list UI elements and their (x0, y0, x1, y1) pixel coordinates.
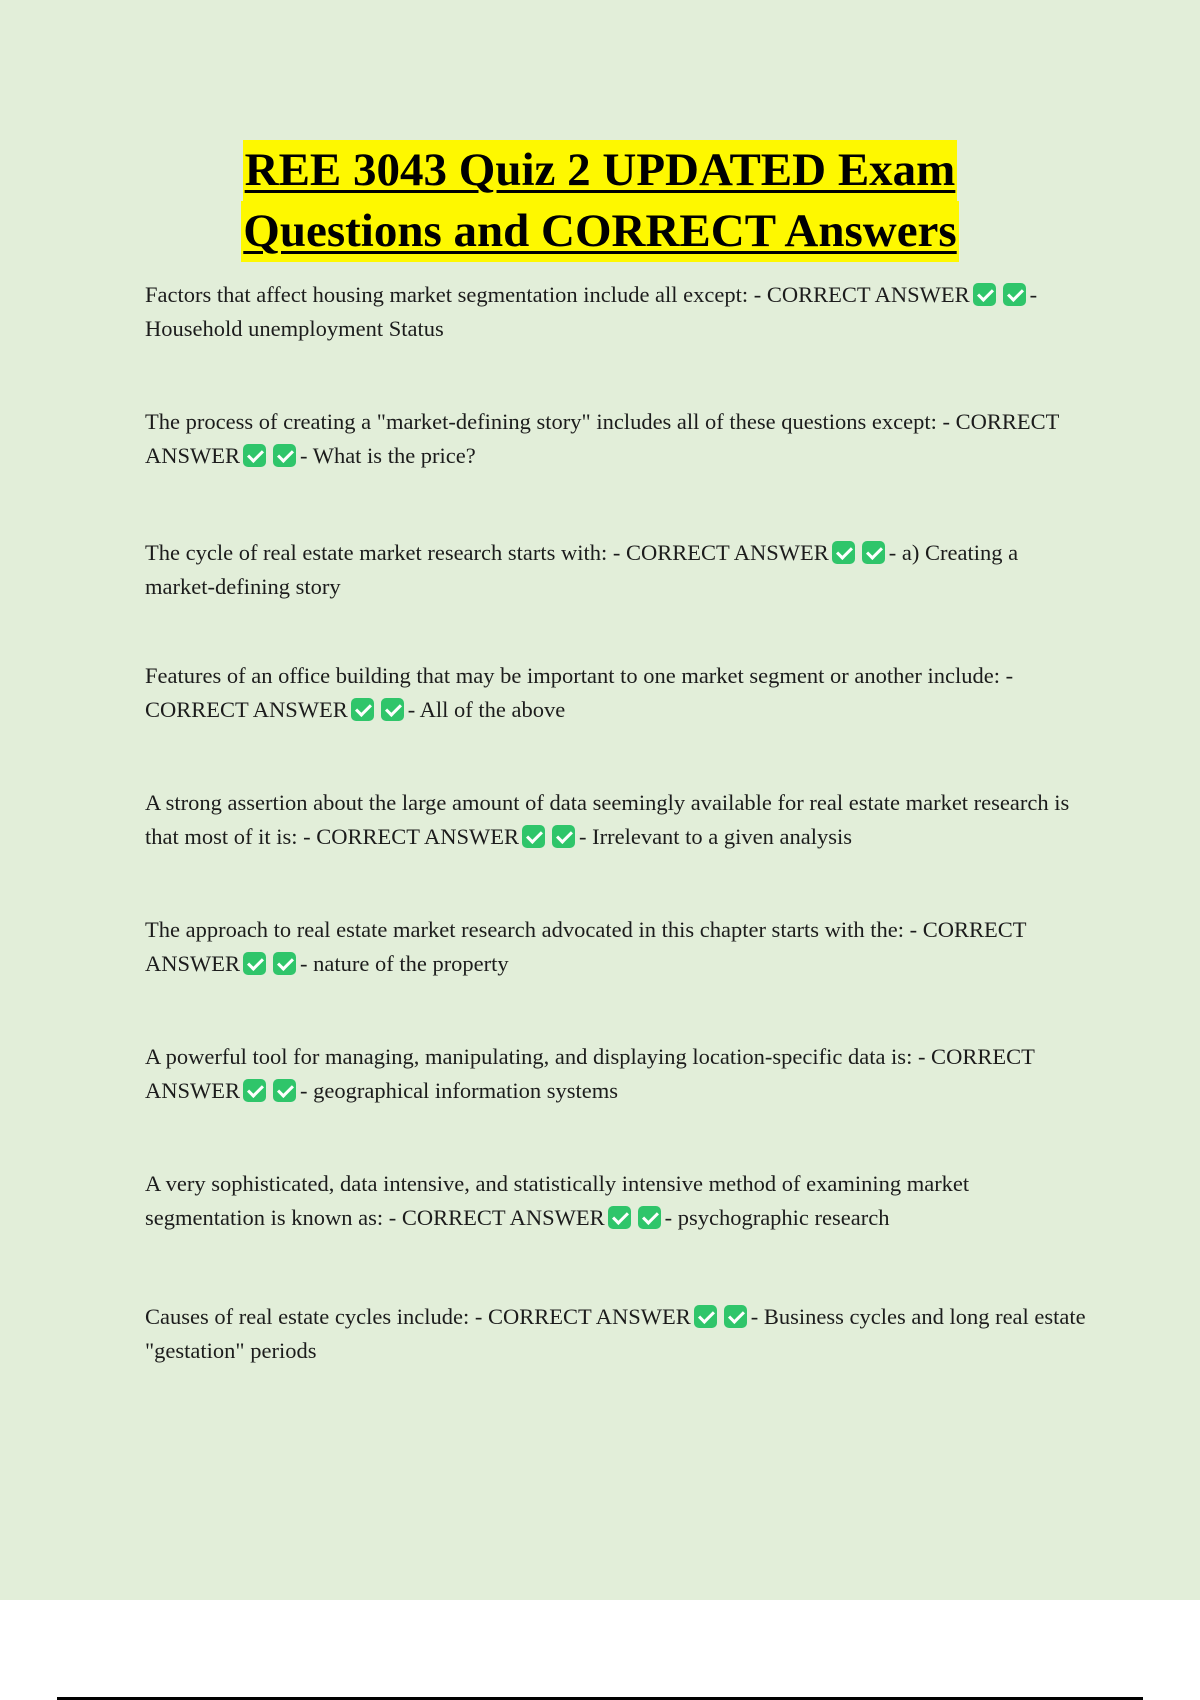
qa-item-8 (145, 1167, 1090, 1235)
check-mark-icon (273, 444, 296, 467)
question-text: The process of creating a "market-defining story" includes all of these questions except: - CORRECT ANSWER (145, 409, 1059, 468)
question-text: A strong assertion about the large amount of data seemingly available for real estate market research is that most of it is: - CORRECT ANSWER (145, 790, 1070, 849)
question-text: The approach to real estate market research advocated in this chapter starts with the: - CORRECT ANSWER (145, 917, 1027, 976)
question-text: Causes of real estate cycles include: - CORRECT ANSWER (145, 1304, 691, 1329)
qa-item-9 (145, 1300, 1090, 1368)
question-text: The cycle of real estate market research starts with: - CORRECT ANSWER (145, 540, 829, 565)
question-text: A powerful tool for managing, manipulating, and displaying location-specific data is: - CORRECT ANSWER (145, 1044, 1035, 1103)
qa-item-5 (145, 786, 1090, 854)
title-line-2: Questions and CORRECT Answers (241, 201, 958, 262)
qa-item-1 (145, 278, 1090, 346)
qa-item-6 (145, 913, 1090, 981)
page-title (0, 140, 1200, 262)
qa-item-3 (145, 536, 1090, 604)
answer-text: - What is the price? (300, 443, 476, 468)
question-text: Factors that affect housing market segmentation include all except: - CORRECT ANSWER (145, 282, 970, 307)
answer-text: - All of the above (407, 697, 566, 722)
answer-text: - psychographic research (664, 1205, 890, 1230)
check-mark-icon (552, 825, 575, 848)
qa-item-7 (145, 1040, 1090, 1108)
title-line-1: REE 3043 Quiz 2 UPDATED Exam (243, 140, 958, 201)
check-mark-icon (724, 1305, 747, 1328)
check-mark-icon (1003, 283, 1026, 306)
answer-text: - Irrelevant to a given analysis (579, 824, 853, 849)
check-mark-icon (608, 1206, 631, 1229)
check-mark-icon (522, 825, 545, 848)
check-mark-icon (243, 952, 266, 975)
check-mark-icon (694, 1305, 717, 1328)
check-mark-icon (832, 541, 855, 564)
check-mark-icon (243, 1079, 266, 1102)
check-mark-icon (273, 952, 296, 975)
check-mark-icon (381, 698, 404, 721)
qa-item-2 (145, 405, 1090, 473)
check-mark-icon (862, 541, 885, 564)
answer-text: - Household unemployment Status (145, 282, 1038, 341)
check-mark-icon (351, 698, 374, 721)
question-text: A very sophisticated, data intensive, and statistically intensive method of examining market segmentation is known as: - CORRECT ANSWER (145, 1171, 970, 1230)
answer-text: - geographical information systems (300, 1078, 619, 1103)
answer-text: - Business cycles and long real estate "gestation" periods (145, 1304, 1086, 1363)
check-mark-icon (973, 283, 996, 306)
answer-text: - nature of the property (300, 951, 509, 976)
answer-text: - a) Creating a market-defining story (145, 540, 1019, 599)
check-mark-icon (638, 1206, 661, 1229)
qa-item-4 (145, 659, 1090, 727)
check-mark-icon (243, 444, 266, 467)
check-mark-icon (273, 1079, 296, 1102)
question-text: Features of an office building that may be important to one market segment or another include: - CORRECT ANSWER (145, 663, 1014, 722)
